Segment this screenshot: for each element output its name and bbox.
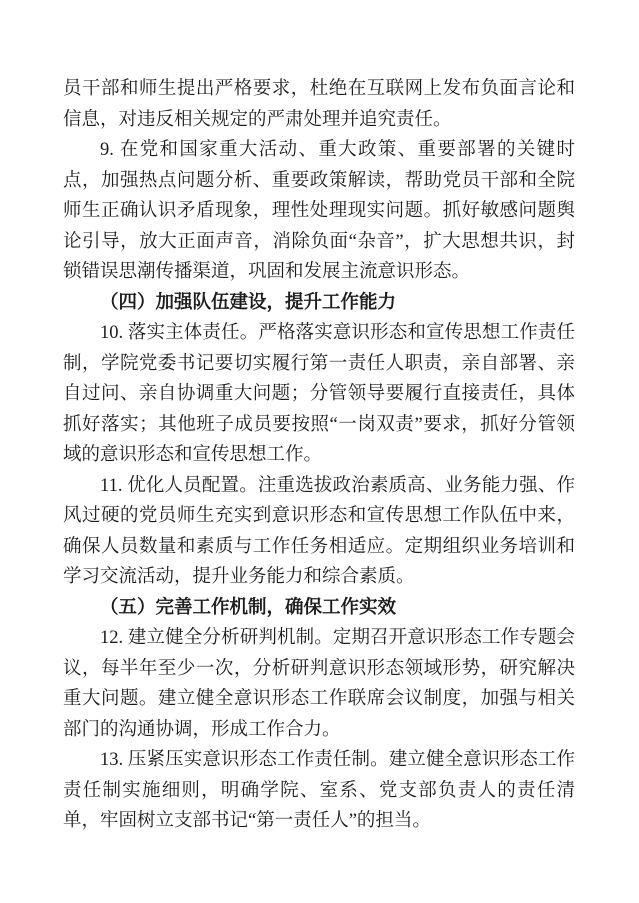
paragraph-item-13: 13. 压紧压实意识形态工作责任制。建立健全意识形态工作责任制实施细则，明确学院、室系、党支部负责人的责任清单，牢固树立支部书记“第一责任人”的担当。 [63, 750, 575, 831]
section-heading-5: （五）完善工作机制，确保工作实效 [100, 597, 397, 618]
paragraph-continuation: 员干部和师生提出严格要求，杜绝在互联网上发布负面言论和信息，对违反相关规定的严肃处理并追究责任。 [63, 79, 575, 130]
paragraph-item-11: 11. 优化人员配置。注重选拔政治素质高、业务能力强、作风过硬的党员师生充实到意识形态和宣传思想工作队伍中来，确保人员数量和素质与工作任务相适应。定期组织业务培训和学习交流活动，提升业务能力和综合素质。 [63, 475, 575, 587]
paragraph-item-9: 9. 在党和国家重大活动、重大政策、重要部署的关键时点，加强热点问题分析、重要政策解读，帮助党员干部和全院师生正确认识矛盾现象，理性处理现实问题。抓好敏感问题舆论引导，放大正面声音，消除负面“杂音”，扩大思想共识，封锁错误思潮传播渠道，巩固和发展主流意识形态。 [63, 140, 575, 282]
paragraph-item-10: 10. 落实主体责任。严格落实意识形态和宣传思想工作责任制，学院党委书记要切实履行第一责任人职责，亲自部署、亲自过问、亲自协调重大问题；分管领导要履行直接责任，具体抓好落实；其他班子成员要按照“一岗双责”要求，抓好分管领域的意识形态和宣传思想工作。 [63, 323, 575, 465]
document-text-block [63, 74, 575, 837]
paragraph-item-12: 12. 建立健全分析研判机制。定期召开意识形态工作专题会议，每半年至少一次，分析研判意识形态领域形势，研究解决重大问题。建立健全意识形态工作联席会议制度，加强与相关部门的沟通协调，形成工作合力。 [63, 628, 575, 740]
section-heading-4: （四）加强队伍建设，提升工作能力 [100, 292, 397, 313]
